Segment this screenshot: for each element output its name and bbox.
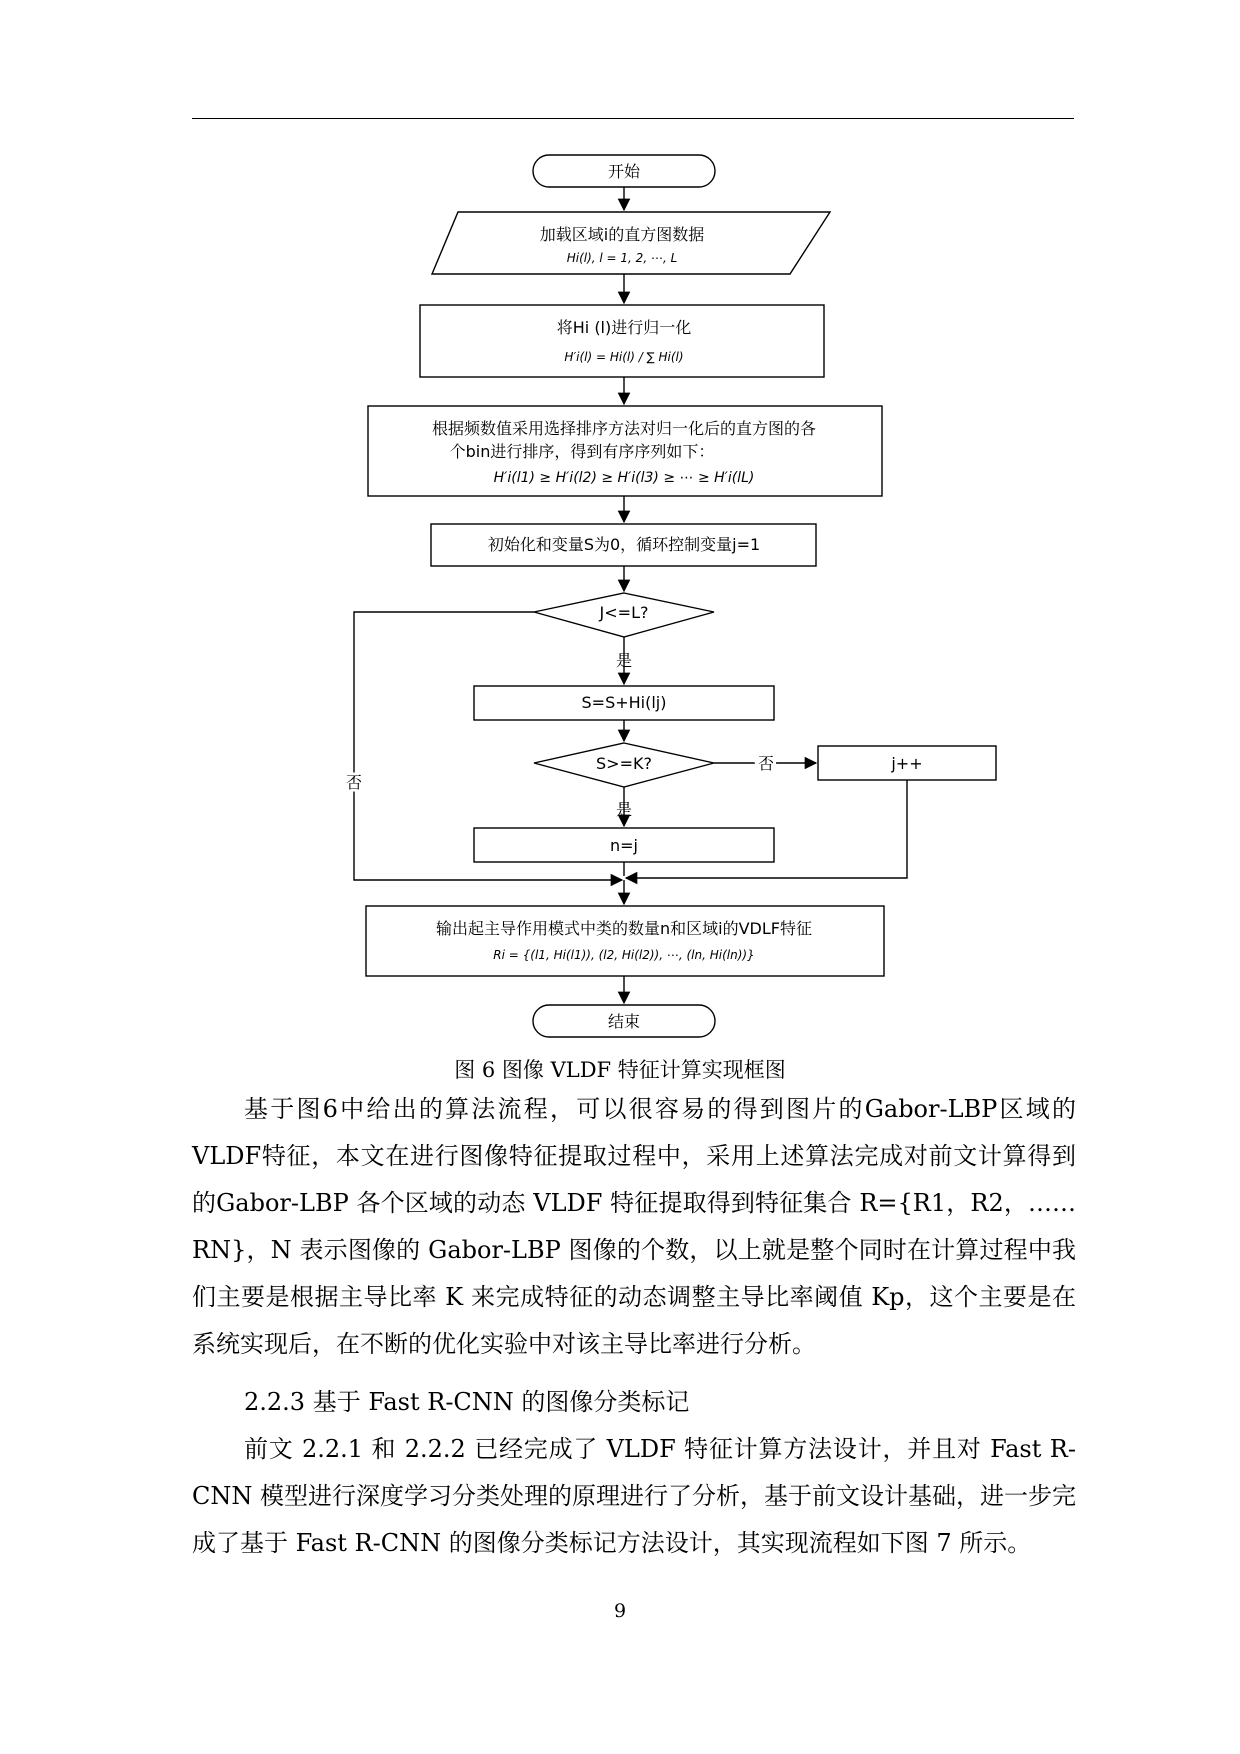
- no-label-2: 否: [757, 754, 775, 773]
- condition-1-label: J<=L?: [599, 603, 649, 622]
- condition-2-label: S>=K?: [596, 754, 652, 773]
- end-label: 结束: [607, 1012, 641, 1031]
- output-label: 输出起主导作用模式中类的数量n和区域i的VDLF特征: [436, 919, 812, 938]
- sort-formula: H′i(l1) ≥ H′i(l2) ≥ H′i(l3) ≥ ⋯ ≥ H′i(lL): [493, 470, 755, 486]
- body-paragraph-2: 前文 2.2.1 和 2.2.2 已经完成了 VLDF 特征计算方法设计，并且对 Fast R-CNN 模型进行深度学习分类处理的原理进行了分析，基于前文设计基础，进一步完成了基于 Fast R-CNN 的图像分类标记方法设计，其实现流程如下图 7 所示。: [192, 1435, 1076, 1557]
- load-formula: Hi(l), l = 1, 2, ⋯, L: [566, 251, 678, 265]
- body-paragraph-1: 基于图6中给出的算法流程，可以很容易的得到图片的Gabor-LBP区域的VLDF特征，本文在进行图像特征提取过程中，采用上述算法完成对前文计算得到的Gabor-LBP 各个区域的动态 VLDF 特征提取得到特征集合 R={R1，R2，……RN}，N 表示图像的 Gabor-LBP 图像的个数，以上就是整个同时在计算过程中我们主要是根据主导比率 K 来完成特征的动态调整主导比率阈值 Kp，这个主要是在系统实现后，在不断的优化实验中对该主导比率进行分析。: [192, 1095, 1076, 1358]
- figure-caption: 图 6 图像 VLDF 特征计算实现框图: [454, 1058, 786, 1082]
- start-label: 开始: [607, 162, 641, 181]
- increment-label: j++: [891, 754, 923, 773]
- output-node: [366, 906, 884, 976]
- normalize-formula: H′i(l) = Hi(l) / ∑ Hi(l): [564, 350, 684, 364]
- no-label-1: 否: [345, 773, 363, 792]
- accumulate-label: S=S+Hi(lj): [581, 693, 667, 712]
- yes-label-2: 是: [615, 800, 633, 819]
- normalize-node: [420, 305, 824, 377]
- assign-label: n=j: [610, 836, 638, 855]
- output-formula: Ri = {(l1, Hi(l1)), (l2, Hi(l2)), ⋯, (ln, Hi(ln))}: [493, 948, 755, 962]
- section-heading: 2.2.3 基于 Fast R-CNN 的图像分类标记: [244, 1388, 690, 1416]
- sort-label-2: 个bin进行排序，得到有序序列如下：: [449, 442, 715, 461]
- load-label: 加载区域i的直方图数据: [539, 225, 705, 244]
- normalize-label: 将Hi (l)进行归一化: [556, 318, 692, 337]
- init-label: 初始化和变量S为0，循环控制变量j=1: [487, 535, 761, 554]
- yes-label-1: 是: [615, 651, 633, 670]
- sort-label-1: 根据频数值采用选择排序方法对归一化后的直方图的各: [431, 419, 817, 438]
- page-number: 9: [613, 1600, 627, 1622]
